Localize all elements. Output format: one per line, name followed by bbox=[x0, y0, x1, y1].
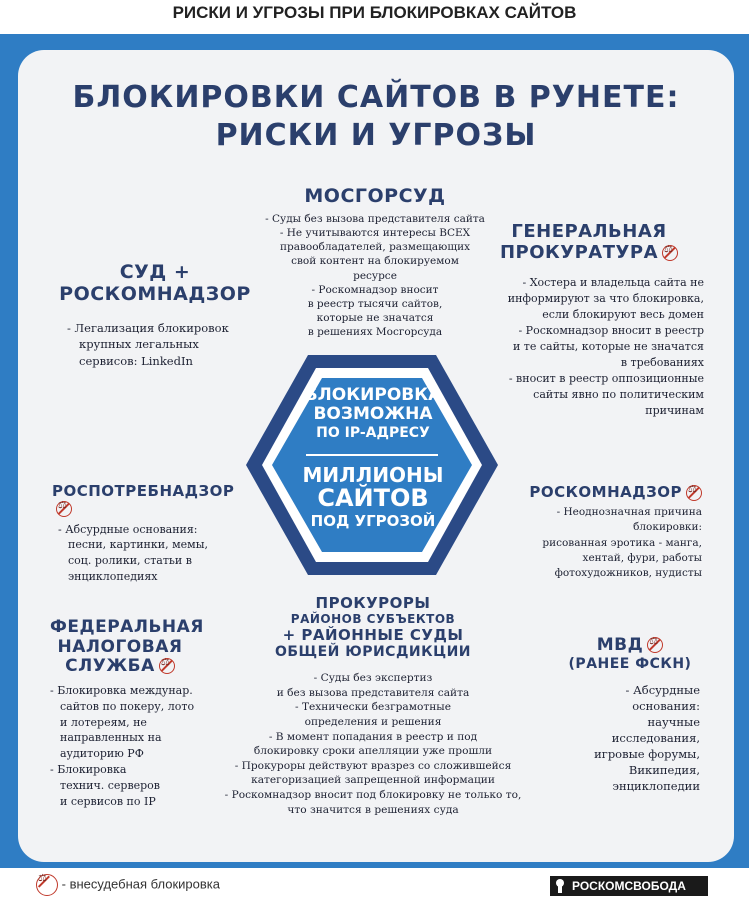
section-rospotreb bbox=[52, 483, 252, 585]
section-title: РОСПОТРЕБНАДЗОР⚖ bbox=[52, 483, 252, 518]
section-rkn bbox=[486, 484, 702, 581]
section-court-rkn bbox=[55, 262, 255, 370]
section-text: - Легализация блокировок крупных легальных сервисов: LinkedIn bbox=[67, 320, 229, 369]
extrajudicial-block-icon bbox=[662, 245, 678, 261]
extrajudicial-block-icon bbox=[159, 658, 175, 674]
extrajudicial-block-icon bbox=[686, 485, 702, 501]
section-title: ГЕНЕРАЛЬНАЯ ПРОКУРАТУРА⚖ bbox=[474, 222, 704, 263]
section-title: СУД + РОСКОМНАДЗОР bbox=[59, 261, 251, 305]
rublacklist-logo: РОСКОМСВОБОДА bbox=[550, 876, 708, 896]
section-prosecutor bbox=[474, 222, 704, 419]
section-mosgorsud bbox=[250, 186, 500, 339]
page-title: РИСКИ И УГРОЗЫ ПРИ БЛОКИРОВКАХ САЙТОВ bbox=[172, 3, 577, 22]
extrajudicial-block-icon bbox=[647, 637, 663, 653]
extrajudicial-block-icon bbox=[56, 501, 72, 517]
legend bbox=[36, 874, 220, 896]
section-title: ФЕДЕРАЛЬНАЯ НАЛОГОВАЯ СЛУЖБА⚖ bbox=[50, 618, 190, 677]
section-text: - Блокировка междунар. сайтов по покеру, лото и лотереям, не направленных на аудиторию РФ - Блокировка технич. серверов и сервисов по IP bbox=[50, 683, 195, 809]
section-title: МВД⚖ (РАНЕЕ ФСКН) bbox=[560, 636, 700, 672]
extrajudicial-block-icon bbox=[36, 874, 58, 896]
section-text: - Хостера и владельца сайта не информируют за что блокировка, если блокируют весь домен - Роскомнадзор вносит в реестр и те сайты, которые не значатся в требованиях - вносит в реестр оппозиционные сайты явно по политическим причинам bbox=[507, 276, 704, 417]
poster-title-line2: РИСКИ И УГРОЗЫ bbox=[215, 118, 537, 153]
center-ip-block: БЛОКИРОВКА ВОЗМОЖНА ПО IP-АДРЕСУ bbox=[304, 385, 442, 441]
section-text: - Абсурдные основания: песни, картинки, мемы, соц. ролики, статьи в энциклопедиях bbox=[58, 522, 208, 584]
legend-text: - внесудебная блокировка bbox=[61, 876, 220, 892]
section-text: - Неоднозначная причина блокировки: рисованная эротика - манга, хентай, фури, работы фотохудожников, нудисты bbox=[542, 506, 702, 580]
section-title: РОСКОМНАДЗОР⚖ bbox=[486, 484, 702, 501]
poster-title-line1: БЛОКИРОВКИ САЙТОВ В РУНЕТЕ: bbox=[72, 80, 680, 115]
section-title: МОСГОРСУД bbox=[304, 185, 446, 207]
section-text: - Суды без вызова представителя сайта - Не учитываются интересы ВСЕХ правообладателей, размещающих свой контент на блокируемом ресурсе - Роскомнадзор вносит в реестр тысячи сайтов, которые не значатся в решениях Мосгорсуда bbox=[265, 212, 485, 339]
center-millions-block: МИЛЛИОНЫ САЙТОВ ПОД УГРОЗОЙ bbox=[302, 463, 444, 530]
section-title: ПРОКУРОРЫ РАЙОНОВ СУБЪЕКТОВ + РАЙОННЫЕ СУДЫ ОБЩЕЙ ЮРИСДИКЦИИ bbox=[274, 594, 472, 661]
section-text: - Абсурдные основания: научные исследования, игровые форумы, Википедия, энциклопедии bbox=[594, 682, 700, 794]
section-text: - Суды без экспертиз и без вызова представителя сайта - Технически безграмотные определения и решения - В момент попадания в реестр и под блокировку сроки апелляции уже прошли - Прокуроры действуют вразрез со сложившейся категоризацией запрещенной информации - Роскомнадзор вносит под блокировку не только то, что значится в решениях суда bbox=[224, 672, 522, 816]
section-mvd bbox=[560, 636, 700, 794]
section-regional bbox=[200, 594, 546, 817]
